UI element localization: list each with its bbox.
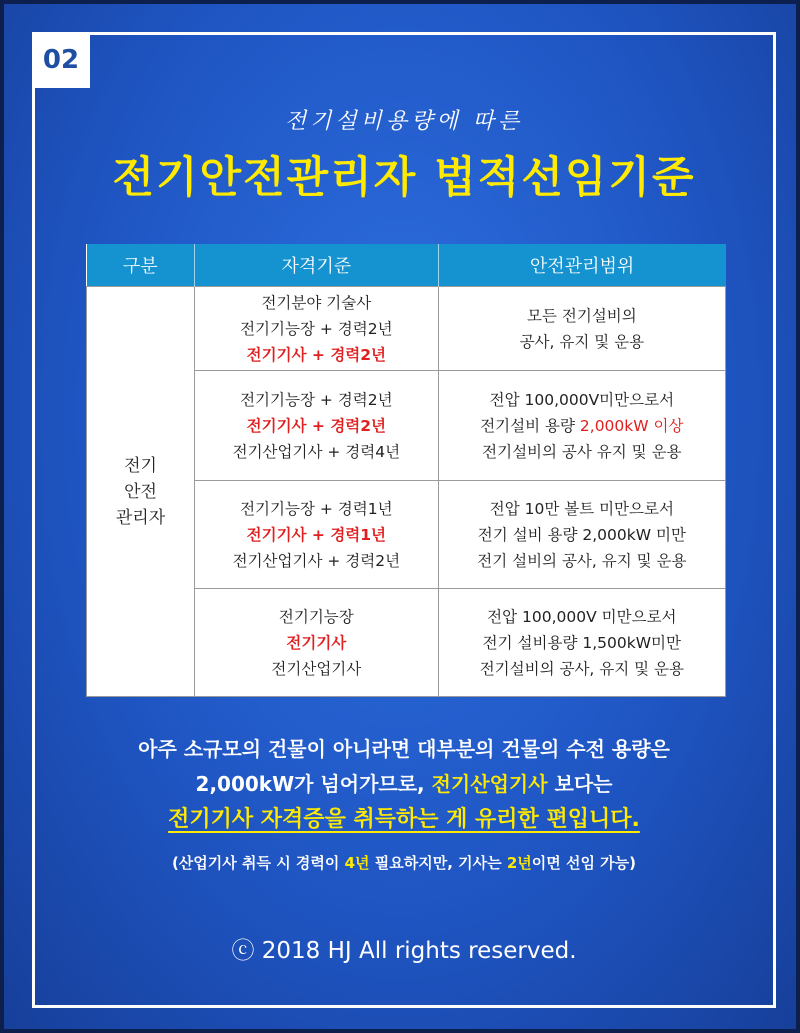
scope-line: 전압 100,000V 미만으로서 bbox=[487, 607, 677, 626]
qualification-line: 전기산업기사 bbox=[271, 659, 362, 678]
scope-line: 모든 전기설비의 bbox=[526, 306, 637, 325]
qualification-line-highlight: 전기기사 bbox=[286, 633, 347, 652]
qualification-cell bbox=[194, 287, 438, 371]
header-scope: 안전관리범위 bbox=[438, 244, 725, 287]
summary-line-2 bbox=[4, 767, 800, 802]
category-line: 전기 bbox=[124, 455, 157, 476]
scope-line: 전기설비의 공사, 유지 및 운용 bbox=[479, 659, 684, 678]
qualification-line-highlight: 전기기사 + 경력1년 bbox=[246, 525, 387, 544]
scope-cell bbox=[438, 287, 725, 371]
qualification-line: 전기기능장 + 경력2년 bbox=[240, 319, 393, 338]
scope-text: 전기설비 용량 bbox=[480, 416, 580, 435]
qualification-line: 전기산업기사 + 경력2년 bbox=[232, 551, 401, 570]
category-cell bbox=[87, 287, 195, 697]
qualification-line-highlight: 전기기사 + 경력2년 bbox=[246, 345, 387, 364]
scope-line: 전기 설비의 공사, 유지 및 운용 bbox=[477, 551, 687, 570]
table-row bbox=[87, 287, 726, 371]
note-text: 필요하지만, 기사는 bbox=[369, 854, 507, 872]
copyright: ⓒ 2018 HJ All rights reserved. bbox=[231, 938, 577, 964]
summary-line-1: 아주 소규모의 건물이 아니라면 대부분의 건물의 수전 용량은 bbox=[138, 737, 670, 761]
qualification-line: 전기기능장 bbox=[278, 607, 354, 626]
qualification-cell bbox=[194, 481, 438, 589]
summary-line-3 bbox=[4, 802, 800, 837]
header-qualification: 자격기준 bbox=[194, 244, 438, 287]
section-number-badge: 02 bbox=[32, 32, 90, 88]
scope-line: 전기 설비 용량 2,000kW 미만 bbox=[477, 525, 686, 544]
summary-text-part: 2,000kW가 넘어가므로, bbox=[195, 772, 432, 796]
scope-line: 전기설비의 공사 유지 및 운용 bbox=[482, 442, 682, 461]
page-title: 전기안전관리자 법적선임기준 bbox=[112, 153, 696, 203]
qualification-line: 전기기능장 + 경력1년 bbox=[240, 499, 393, 518]
qualification-line: 전기산업기사 + 경력4년 bbox=[232, 442, 401, 461]
scope-line: 전압 10만 볼트 미만으로서 bbox=[489, 499, 674, 518]
criteria-table bbox=[86, 244, 726, 697]
scope-cell bbox=[438, 481, 725, 589]
category-line: 안전 bbox=[124, 481, 157, 502]
qualification-cell bbox=[194, 589, 438, 697]
note-text: 이면 선임 가능) bbox=[531, 854, 637, 872]
qualification-cell bbox=[194, 371, 438, 481]
note-text: (산업기사 취득 시 경력이 bbox=[171, 854, 345, 872]
qualification-line: 전기기능장 + 경력2년 bbox=[240, 390, 393, 409]
scope-line: 전압 100,000V미만으로서 bbox=[489, 390, 675, 409]
subtitle: 전기설비용량에 따른 bbox=[284, 109, 524, 134]
qualification-line: 전기분야 기술사 bbox=[261, 293, 372, 312]
footnote bbox=[4, 852, 800, 873]
scope-line-composite bbox=[439, 413, 725, 439]
note-highlight: 2년 bbox=[506, 854, 532, 872]
scope-highlight: 2,000kW 이상 bbox=[579, 416, 684, 435]
summary-text-part: 보다는 bbox=[547, 772, 613, 796]
summary-highlight: 전기산업기사 bbox=[431, 772, 548, 796]
note-highlight: 4년 bbox=[344, 854, 370, 872]
table-header-row bbox=[87, 244, 726, 287]
summary-conclusion: 전기기사 자격증을 취득하는 게 유리한 편입니다. bbox=[168, 807, 640, 832]
scope-line: 전기 설비용량 1,500kW미만 bbox=[482, 633, 681, 652]
summary-text bbox=[4, 732, 800, 837]
qualification-line-highlight: 전기기사 + 경력2년 bbox=[246, 416, 387, 435]
header-category: 구분 bbox=[87, 244, 195, 287]
scope-line: 공사, 유지 및 운용 bbox=[519, 332, 645, 351]
scope-cell bbox=[438, 371, 725, 481]
scope-cell bbox=[438, 589, 725, 697]
category-line: 관리자 bbox=[115, 507, 166, 528]
